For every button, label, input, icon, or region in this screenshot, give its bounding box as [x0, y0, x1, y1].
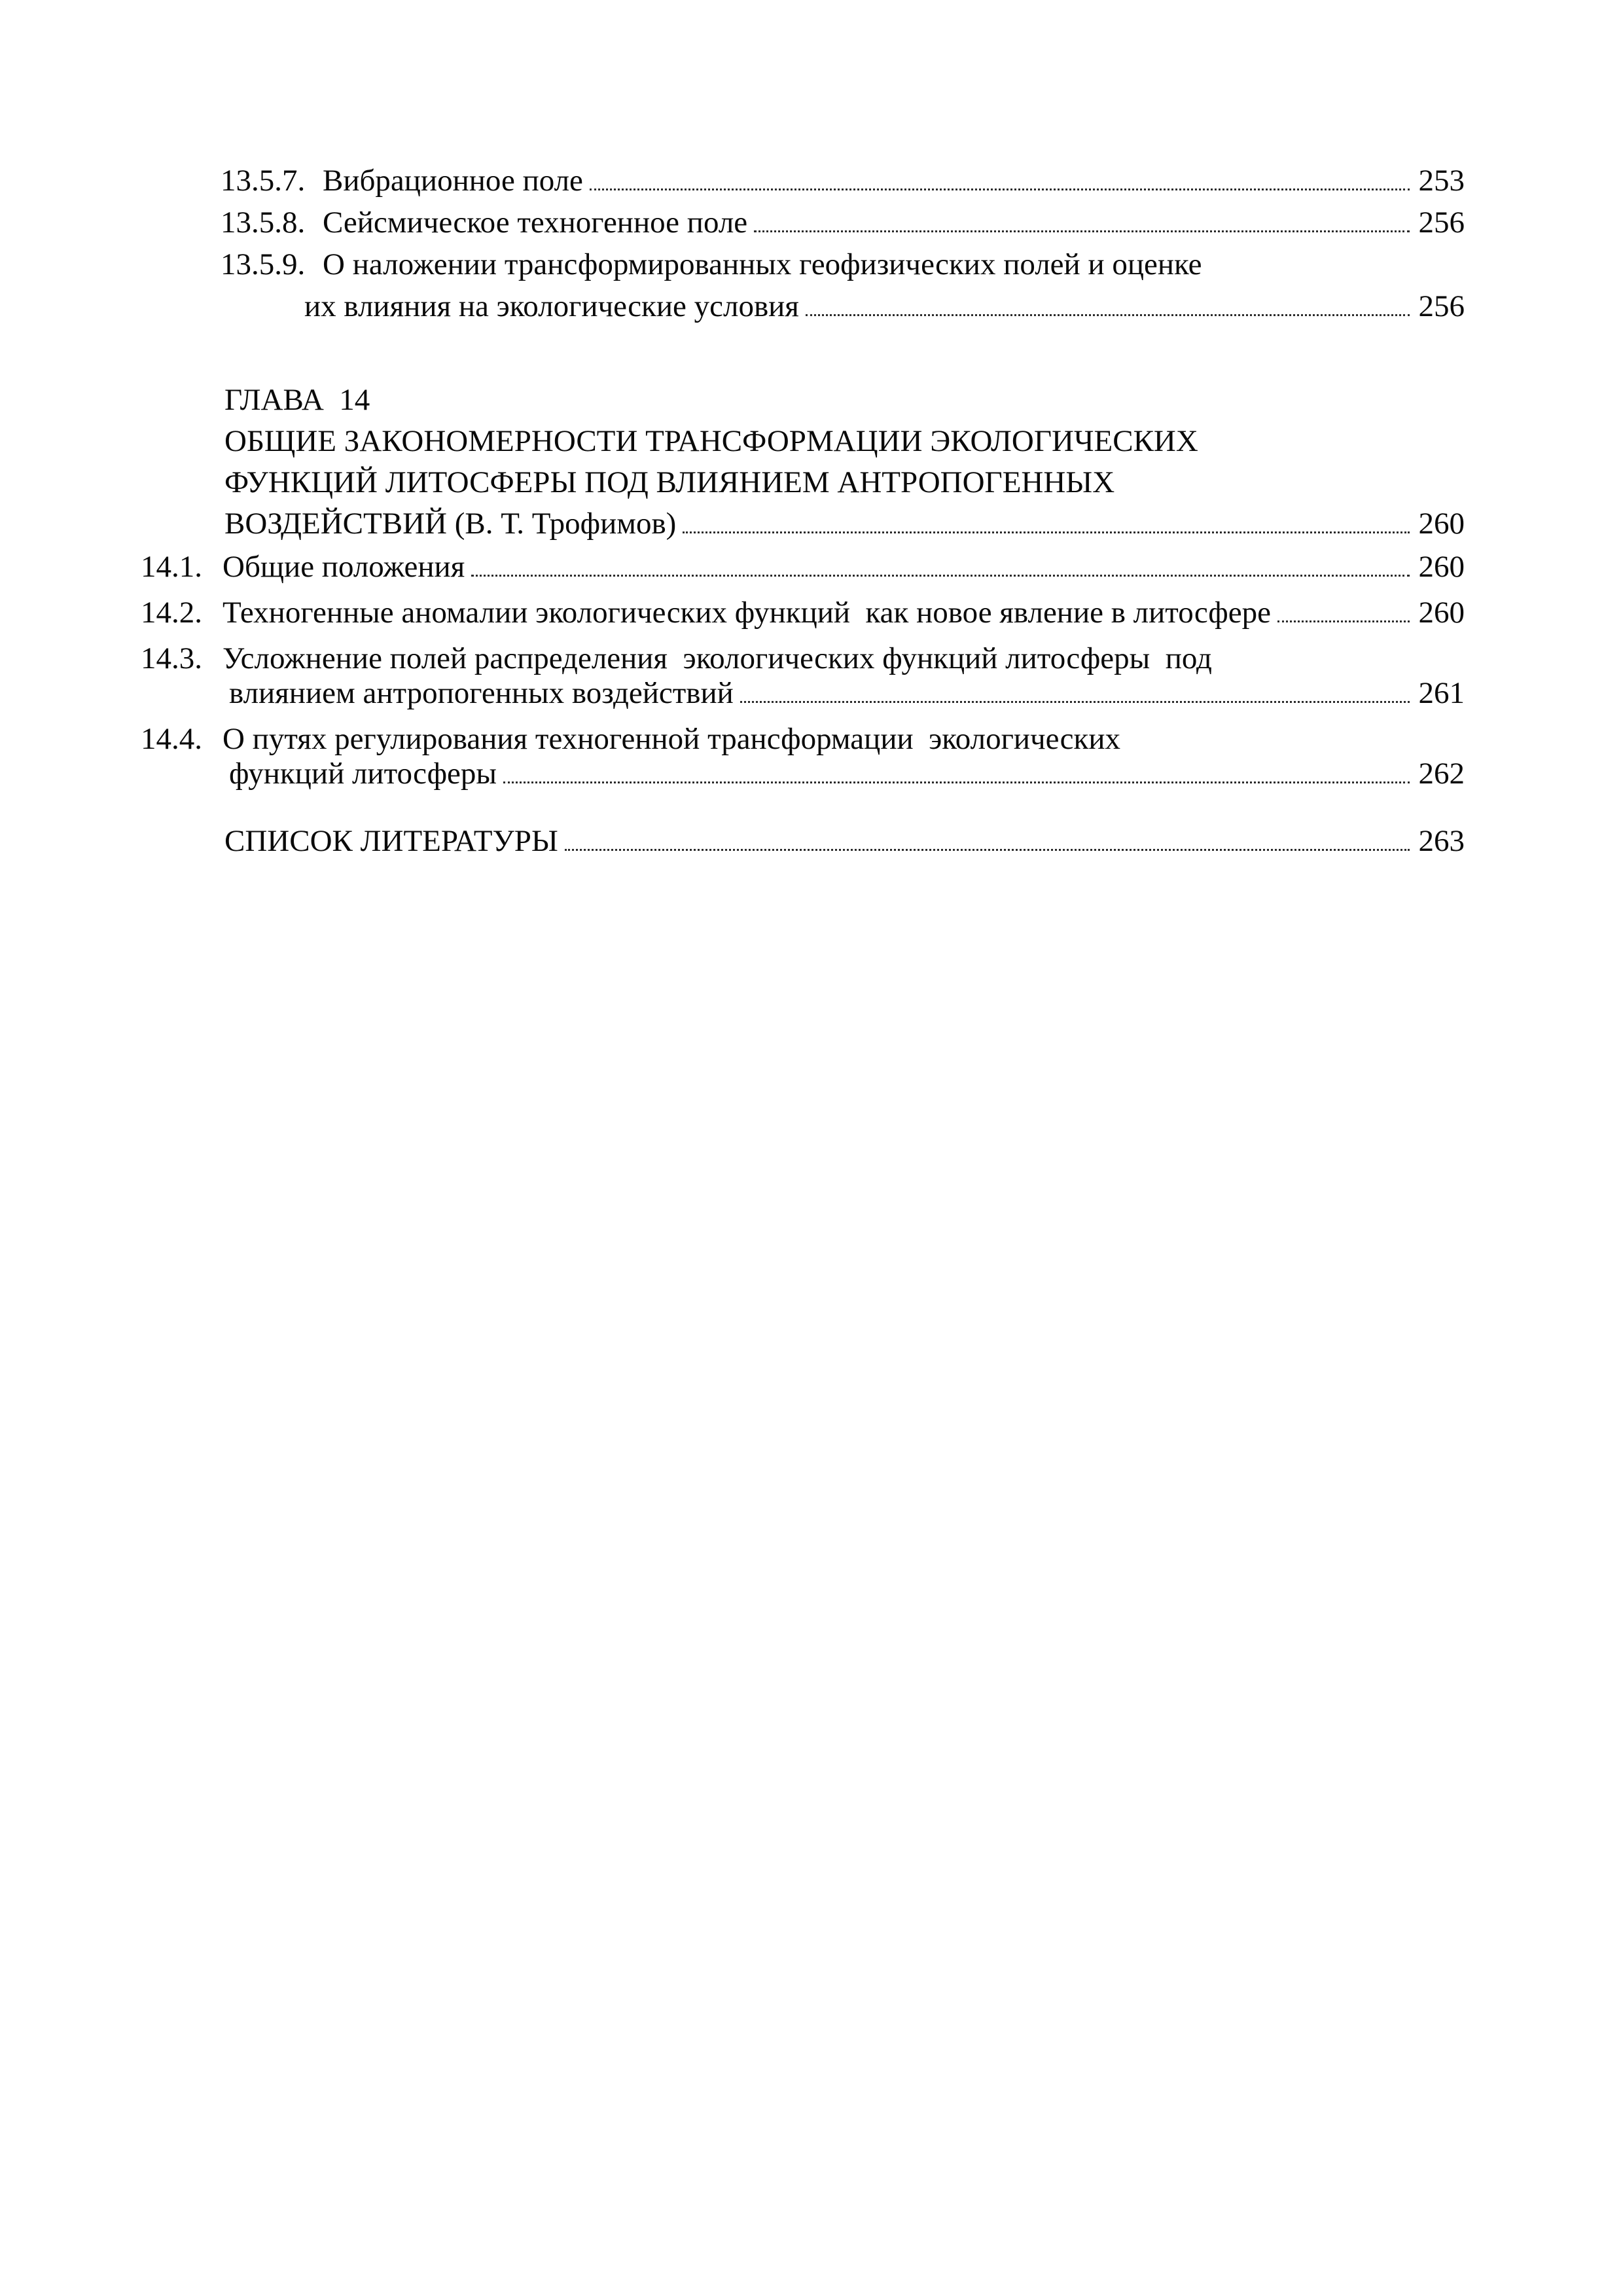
entry-title-continuation: влиянием антропогенных воздействий	[229, 676, 734, 710]
dotted-leader	[740, 701, 1410, 703]
toc-entry-14-2	[141, 596, 1465, 630]
dotted-leader	[503, 781, 1409, 783]
chapter-title-row-1	[141, 421, 1465, 462]
entry-title: СПИСОК ЛИТЕРАТУРЫ	[224, 824, 558, 858]
entry-number: 13.5.7.	[221, 164, 306, 198]
toc-entry-14-4-line1	[141, 722, 1465, 757]
entry-number: 14.4.	[141, 722, 202, 756]
entry-number: 13.5.8.	[221, 206, 306, 240]
chapter-14-heading	[141, 380, 1465, 545]
entry-title: Техногенные аномалии экологических функций как новое явление в литосфере	[223, 596, 1271, 630]
entry-title: Общие положения	[223, 550, 465, 584]
entry-title: Усложнение полей распределения экологических функций литосферы под	[223, 641, 1212, 675]
dotted-leader	[754, 230, 1409, 232]
chapter-title-row-3	[141, 503, 1465, 545]
entry-title-continuation: их влияния на экологические условия	[304, 289, 799, 323]
entry-number: 14.2.	[141, 596, 202, 630]
chapter-14-entries	[141, 550, 1465, 791]
entry-page-number: 263	[1418, 824, 1465, 858]
chapter-title-line: ОБЩИЕ ЗАКОНОМЕРНОСТИ ТРАНСФОРМАЦИИ ЭКОЛОГИЧЕСКИХ	[224, 424, 1198, 458]
toc-entry-14-1	[141, 550, 1465, 584]
entry-page-number: 253	[1418, 164, 1465, 198]
bibliography-block	[141, 824, 1465, 859]
dotted-leader	[1277, 620, 1410, 622]
toc-entry-14-4-line2	[141, 757, 1465, 791]
entry-page-number: 262	[1418, 757, 1465, 791]
toc-entry-14-3-line2	[141, 676, 1465, 711]
dotted-leader	[590, 188, 1410, 190]
toc-entry-bibliography	[141, 824, 1465, 859]
entry-number: 14.3.	[141, 641, 202, 675]
entry-title: Сейсмическое техногенное поле	[323, 206, 748, 240]
entry-page-number: 261	[1418, 676, 1465, 710]
toc-entry-13-5-9-line1	[141, 247, 1465, 282]
dotted-leader	[806, 314, 1410, 316]
entry-page-number: 260	[1418, 596, 1465, 630]
table-of-contents	[141, 164, 1465, 859]
entry-title-continuation: функций литосферы	[229, 757, 497, 791]
entry-title: О путях регулирования техногенной трансформации экологических	[223, 722, 1121, 756]
chapter-label-row	[141, 380, 1465, 421]
entry-page-number: 256	[1418, 289, 1465, 323]
chapter-title-line: ВОЗДЕЙСТВИЙ (В. Т. Трофимов)	[224, 507, 677, 541]
toc-entry-13-5-9-line2	[141, 289, 1465, 324]
toc-entry-13-5-8	[141, 206, 1465, 240]
chapter-title-row-2	[141, 462, 1465, 503]
entry-page-number: 260	[1418, 550, 1465, 584]
entry-number: 13.5.9.	[221, 247, 306, 281]
chapter-label: ГЛАВА 14	[224, 383, 370, 417]
entry-title: О наложении трансформированных геофизических полей и оценке	[323, 247, 1202, 281]
dotted-leader	[471, 575, 1409, 577]
entry-number: 14.1.	[141, 550, 202, 584]
dotted-leader	[565, 849, 1410, 851]
entry-page-number: 260	[1418, 507, 1465, 541]
toc-entry-14-3-line1	[141, 641, 1465, 676]
entry-title: Вибрационное поле	[323, 164, 583, 198]
toc-entry-13-5-7	[141, 164, 1465, 198]
chapter-title-line: ФУНКЦИЙ ЛИТОСФЕРЫ ПОД ВЛИЯНИЕМ АНТРОПОГЕННЫХ	[224, 465, 1115, 499]
entry-page-number: 256	[1418, 206, 1465, 240]
dotted-leader	[683, 531, 1409, 533]
